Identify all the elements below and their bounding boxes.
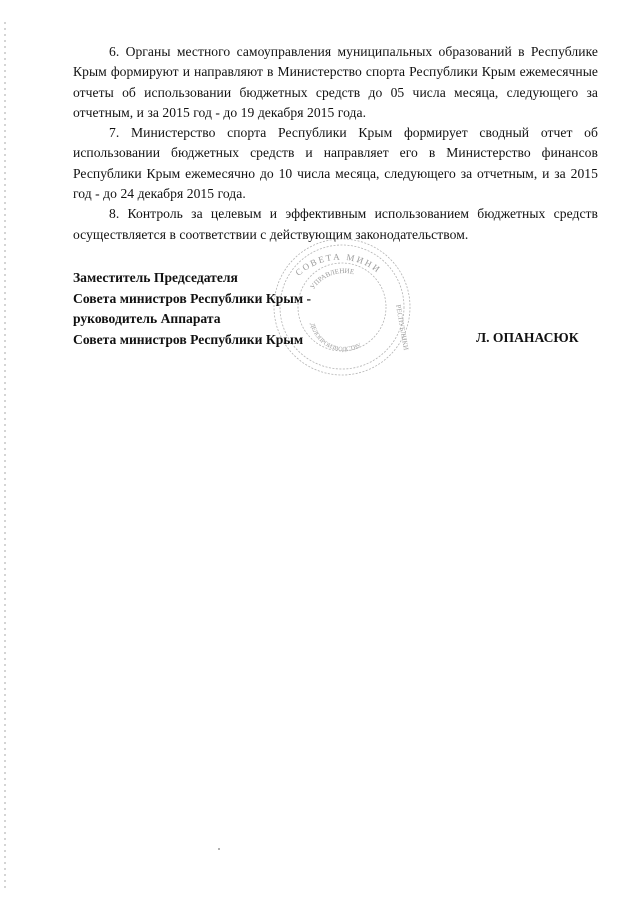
signatory-title-line-4: Совета министров Республики Крым — [73, 331, 304, 347]
stamp-outer-text: СОВЕТА МИНИ — [293, 251, 384, 278]
signatory-title-block — [73, 268, 311, 350]
signatory-name: Л. ОПАНАСЮК — [476, 330, 579, 345]
signatory-title-line-3: руководитель Аппарата — [73, 311, 221, 326]
stamp-inner-bottom-text: ДЕЛОПРОИЗВОДСТВУ — [308, 322, 363, 354]
paragraph-7: 7. Министерство спорта Республики Крым формирует сводный отчет об использовании бюджетных средств и направляет его в Министерство финансов Республики Крым ежемесячно до 10 числа месяца, следующего за отчетным, и за 2015 год - до 24 декабря 2015 года. — [73, 125, 598, 202]
paragraph-6: 6. Органы местного самоуправления муниципальных образований в Республике Крым формируют и направляют в Министерство спорта Республики Крым ежемесячные отчеты об использовании бюджетных средств до 05 числа месяца, следующего за отчетным, и за 2015 год - до 19 декабря 2015 года. — [73, 44, 598, 120]
paragraph-8: 8. Контроль за целевым и эффективным использованием бюджетных средств осуществляется в соответствии с действующим законодательством. — [73, 206, 598, 242]
scan-artifact-dot — [218, 848, 220, 850]
stamp-right-text: РЕСПУБЛИКИ — [394, 303, 410, 351]
signatory-title-line-1: Заместитель Председателя — [73, 270, 238, 285]
signatory-title-line-2: Совета министров Республики Крым - — [73, 290, 312, 306]
scan-margin-dots — [4, 20, 6, 890]
stamp-inner-top-text: УПРАВЛЕНИЕ — [308, 266, 355, 291]
document-body — [73, 42, 598, 245]
